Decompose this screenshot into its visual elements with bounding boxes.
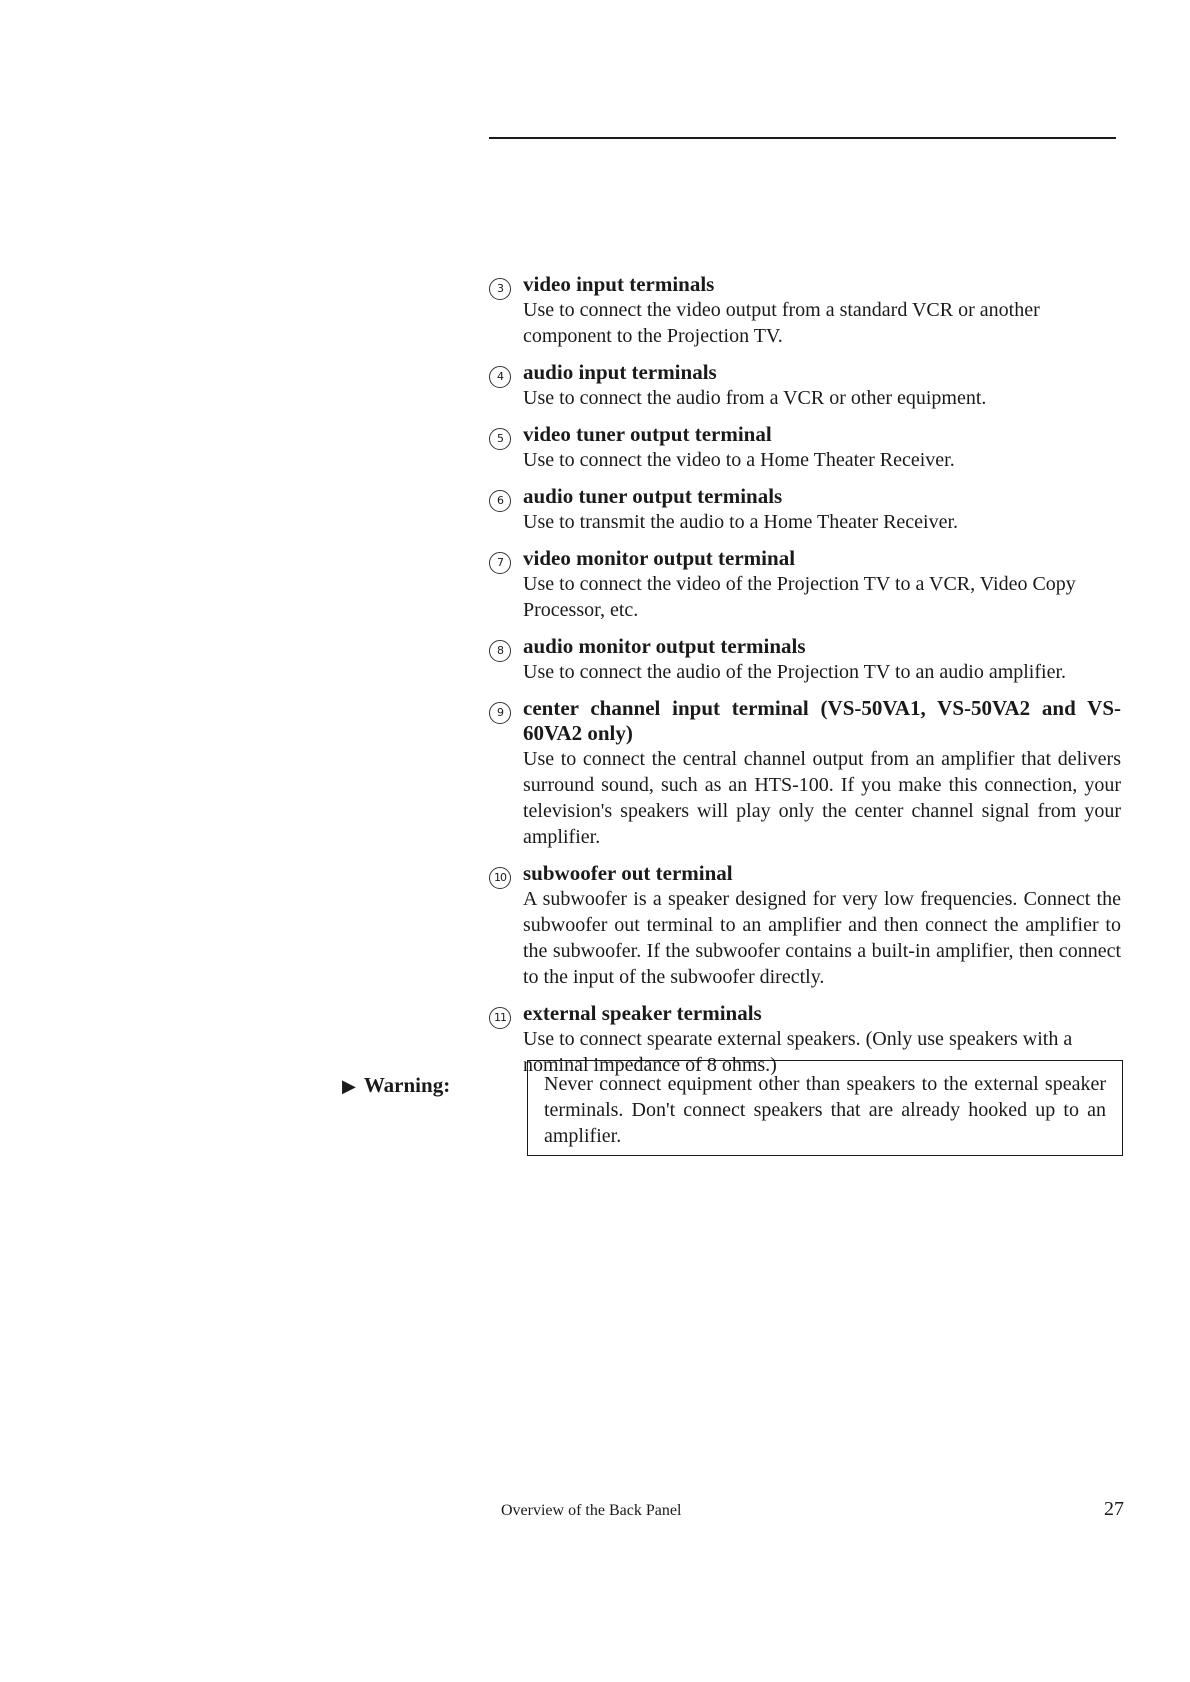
item-title: center channel input terminal (VS-50VA1, VS-50VA2 and VS-60VA2 only) <box>523 696 1121 745</box>
item-number: 6 <box>489 490 511 512</box>
item-description: A subwoofer is a speaker designed for very low frequencies. Connect the subwoofer out terminal to an amplifier and then connect the amplifier to the subwoofer. If the subwoofer contains a built-in amplifier, then connect to the input of the subwoofer directly. <box>523 888 1121 988</box>
item-title: audio tuner output terminals <box>523 484 783 508</box>
item-number: 7 <box>489 552 511 574</box>
terminal-list <box>489 272 1121 1089</box>
item-number: 9 <box>489 702 511 724</box>
list-item <box>489 272 1121 349</box>
item-title: video tuner output terminal <box>523 422 772 446</box>
item-title: video monitor output terminal <box>523 546 796 570</box>
header-rule <box>489 137 1116 139</box>
item-title: video input terminals <box>523 272 715 296</box>
warning-label <box>342 1072 450 1099</box>
item-description: Use to connect the video output from a standard VCR or another component to the Projection TV. <box>523 299 1040 347</box>
item-number: 4 <box>489 366 511 388</box>
item-description: Use to connect the audio of the Projection TV to an audio amplifier. <box>523 661 1067 683</box>
item-number: 11 <box>489 1007 511 1029</box>
item-number: 3 <box>489 278 511 300</box>
list-item <box>489 861 1121 990</box>
item-title: subwoofer out terminal <box>523 861 733 885</box>
item-title: audio input terminals <box>523 360 717 384</box>
item-description: Use to connect spearate external speakers. (Only use speakers with a nominal impedance of 8 ohms.) <box>523 1028 1073 1076</box>
item-number: 10 <box>489 867 511 889</box>
list-item <box>489 484 1121 535</box>
list-item <box>489 360 1121 411</box>
item-description: Use to connect the video of the Projection TV to a VCR, Video Copy Processor, etc. <box>523 573 1076 621</box>
warning-box: Never connect equipment other than speakers to the external speaker terminals. Don't connect speakers that are already hooked up to an amplifier. <box>527 1060 1123 1156</box>
item-number: 8 <box>489 640 511 662</box>
list-item <box>489 696 1121 850</box>
list-item <box>489 546 1121 623</box>
item-description: Use to connect the video to a Home Theater Receiver. <box>523 449 955 471</box>
footer-section-title: Overview of the Back Panel <box>501 1502 682 1519</box>
warning-label-text: Warning: <box>363 1073 451 1097</box>
item-title: audio monitor output terminals <box>523 634 806 658</box>
play-triangle-icon: ▶ <box>342 1076 356 1096</box>
item-description: Use to transmit the audio to a Home Theater Receiver. <box>523 511 959 533</box>
list-item <box>489 422 1121 473</box>
item-description: Use to connect the audio from a VCR or other equipment. <box>523 387 987 409</box>
page-number: 27 <box>1104 1498 1124 1520</box>
item-description: Use to connect the central channel output from an amplifier that delivers surround sound, such as an HTS-100. If you make this connection, your television's speakers will play only the center channel signal from your amplifier. <box>523 748 1121 848</box>
item-number: 5 <box>489 428 511 450</box>
item-title: external speaker terminals <box>523 1001 762 1025</box>
list-item <box>489 634 1121 685</box>
